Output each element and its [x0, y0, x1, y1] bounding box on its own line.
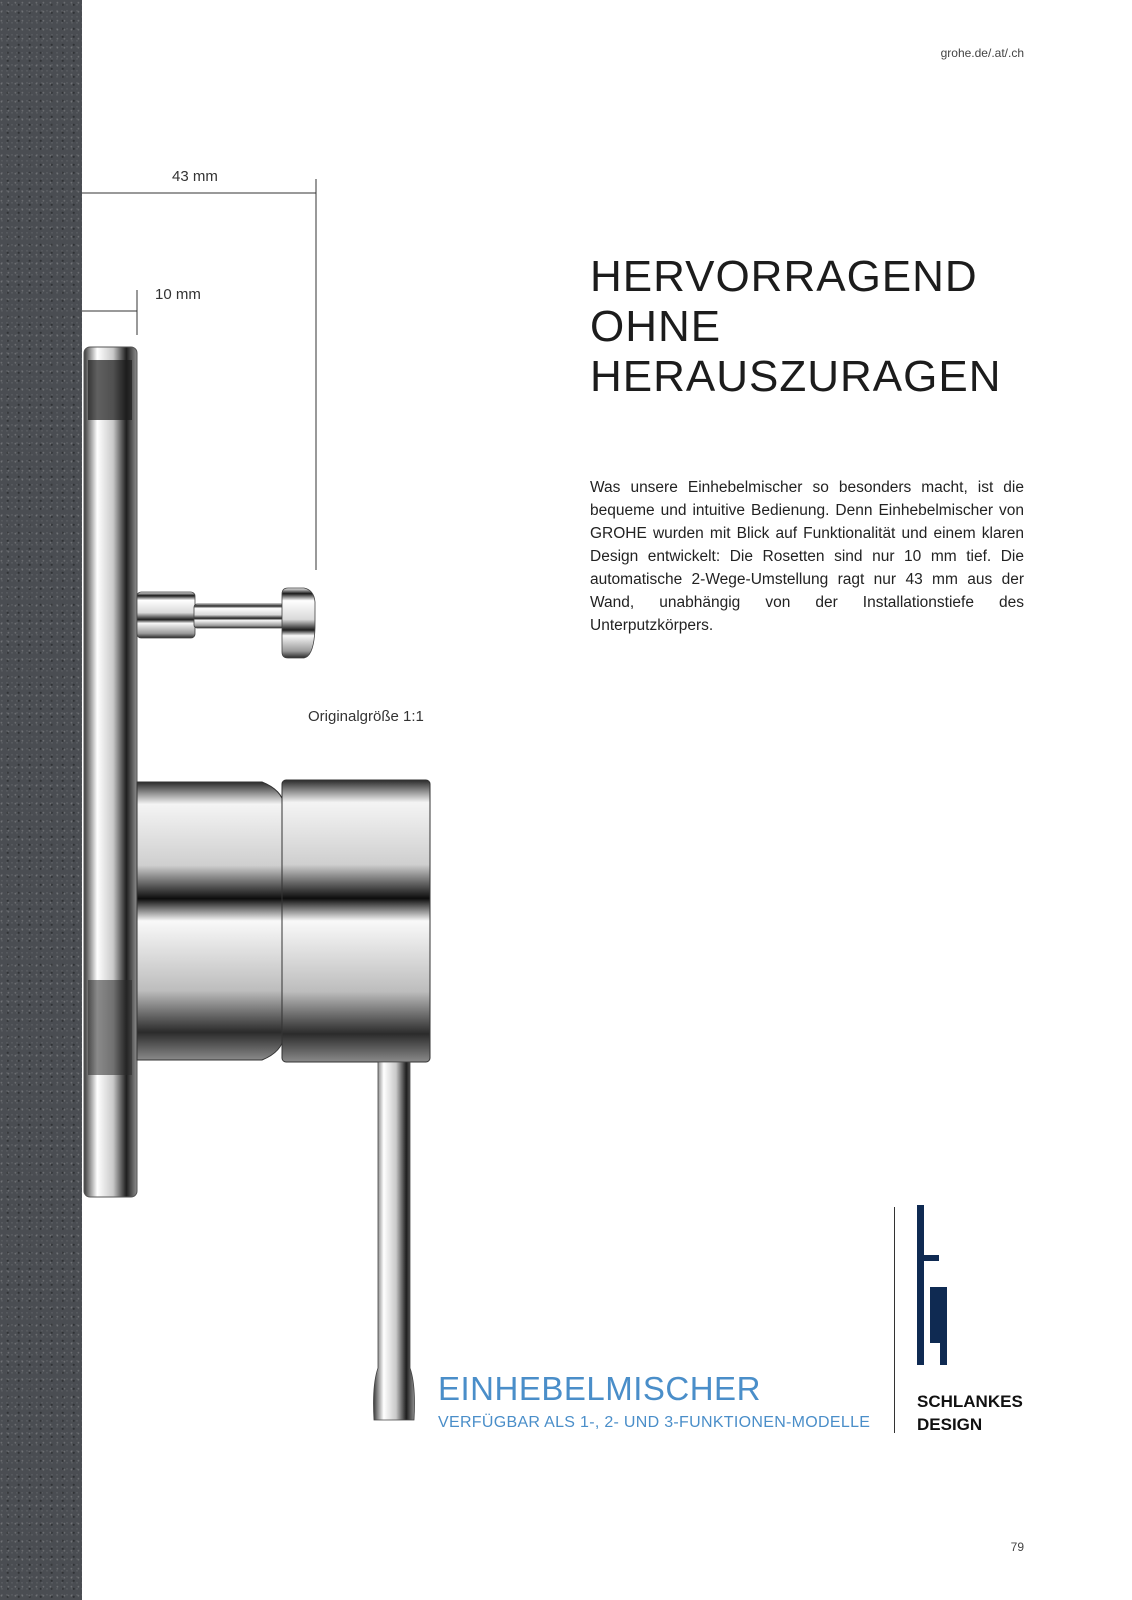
body-paragraph: Was unsere Einhebelmischer so besonders macht, ist die bequeme und intuitive Bedienung. Denn Einhebelmischer von GROHE wurden mit Blick auf Funktionalität und einem klaren Design entwickelt: Die Rosetten sind nur 10 mm tief. Die automatische 2-Wege-Umstellung ragt nur 43 mm aus der Wand, unabhängig von der Installationstiefe des Unterputzkörpers.	[590, 479, 1024, 634]
page-headline	[590, 252, 1030, 402]
dimension-10mm	[82, 290, 137, 335]
headline-line: HERVORRAGEND	[590, 252, 978, 301]
slim-design-icon	[912, 1205, 952, 1365]
site-url[interactable]: grohe.de/.at/.ch	[940, 46, 1024, 60]
feature-label	[917, 1390, 1023, 1436]
mixer-body	[137, 780, 430, 1062]
page-number: 79	[1010, 1540, 1024, 1554]
product-subtitle: VERFÜGBAR ALS 1-, 2- UND 3-FUNKTIONEN-MODELLE	[438, 1414, 871, 1431]
vertical-divider	[894, 1207, 895, 1433]
feature-label-line: SCHLANKES	[917, 1392, 1023, 1411]
lever-handle	[374, 1062, 415, 1420]
headline-line: HERAUSZURAGEN	[590, 352, 1002, 401]
dimension-label-10mm: 10 mm	[155, 286, 201, 303]
scale-note: Originalgröße 1:1	[308, 708, 424, 725]
headline-line: OHNE	[590, 302, 722, 351]
product-title: EINHEBELMISCHER	[438, 1370, 761, 1407]
diverter-knob	[137, 588, 315, 658]
feature-label-line: DESIGN	[917, 1415, 983, 1434]
dimension-label-43mm: 43 mm	[172, 168, 218, 185]
